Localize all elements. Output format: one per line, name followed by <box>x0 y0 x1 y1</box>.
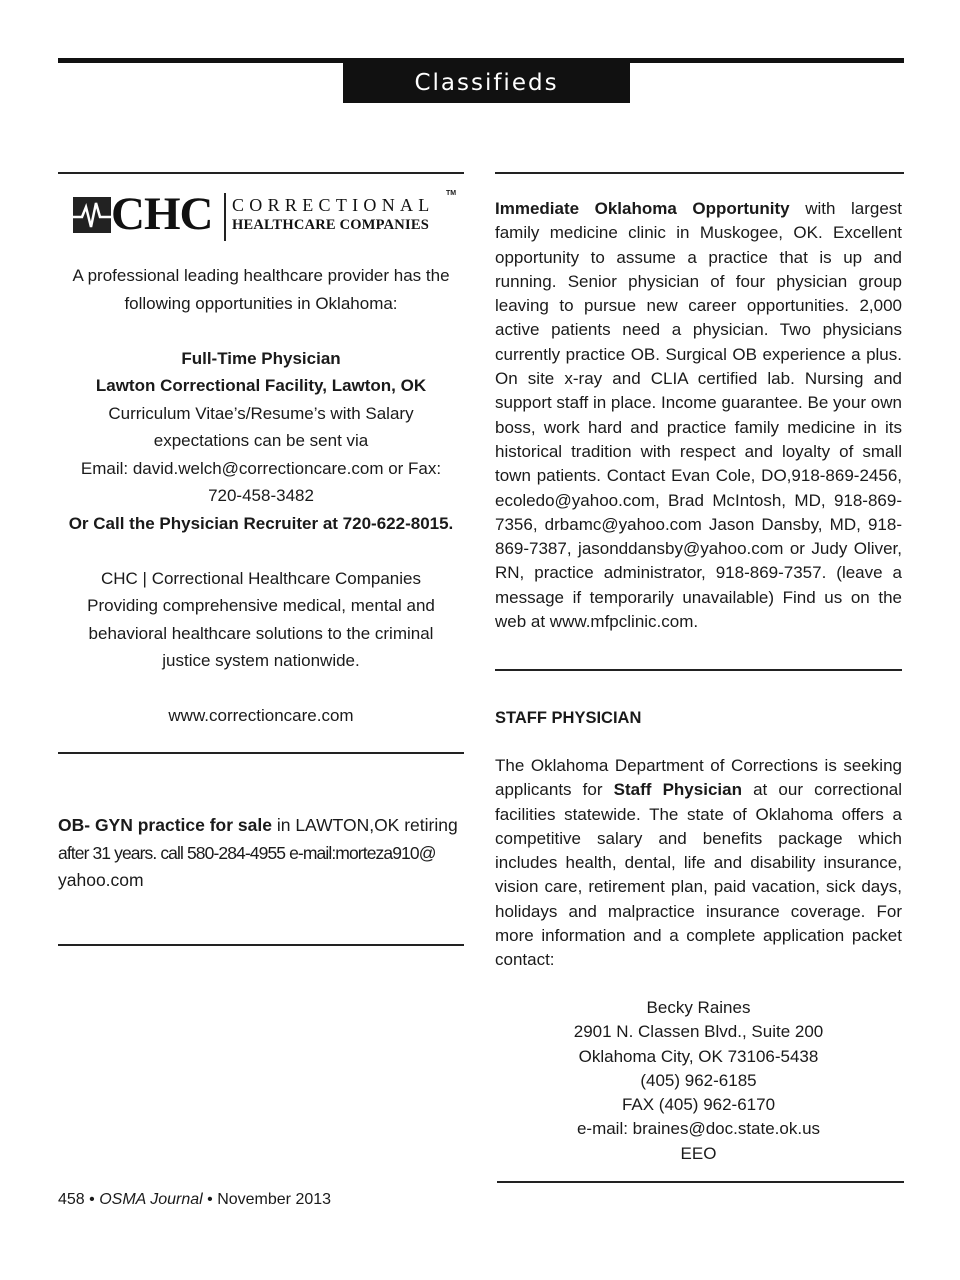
contact-address-line1: 2901 N. Classen Blvd., Suite 200 <box>573 1022 824 1042</box>
immediate-lead: Immediate Oklahoma Opportunity <box>495 199 790 218</box>
staff-contact <box>495 996 902 1166</box>
obgyn-ad <box>58 812 468 895</box>
issue-date: November 2013 <box>217 1191 332 1208</box>
chc-company: CHC | Correctional Healthcare Companies <box>101 568 421 588</box>
left-rule-bottom <box>58 944 464 946</box>
page-footer <box>58 1188 331 1212</box>
right-rule-top <box>495 172 904 174</box>
obgyn-line1: in LAWTON,OK retiring <box>271 815 458 835</box>
chc-intro-line2: following opportunities in Oklahoma: <box>124 293 398 313</box>
chc-ad <box>58 262 464 730</box>
chc-call-line: Or Call the Physician Recruiter at 720-622-8015. <box>68 513 454 533</box>
obgyn-lead: OB- GYN practice for sale <box>58 815 272 835</box>
chc-website: www.correctioncare.com <box>168 706 354 725</box>
chc-email-line: Email: david.welch@correctioncare.com or Fax: <box>80 458 442 478</box>
contact-eeo: EEO <box>680 1143 717 1163</box>
staff-body-bold: Staff Physician <box>613 780 742 800</box>
section-banner: Classifieds <box>343 61 630 103</box>
chc-desc-line1: Providing comprehensive medical, mental and <box>87 596 435 615</box>
staff-body-part2: at our correctional facilities statewide. The state of Oklahoma offers a competitive salary and benefits package which includes health, dental, life and disability insurance, vision care, retirement plan, paid vacation, sick days, holidays and malpractice insurance coverage. For more information and a complete application packet contact: <box>495 780 903 970</box>
contact-address-line2: Oklahoma City, OK 73106-5438 <box>578 1046 819 1066</box>
page-number: 458 <box>58 1191 85 1208</box>
contact-name: Becky Raines <box>646 998 751 1017</box>
contact-fax: FAX (405) 962-6170 <box>621 1095 776 1115</box>
right-rule-bottom <box>497 1181 904 1183</box>
left-rule-mid <box>58 752 464 754</box>
trademark-mark: TM <box>446 190 457 197</box>
journal-name: OSMA Journal <box>99 1191 203 1208</box>
left-rule-top <box>58 172 464 174</box>
staff-physician-body <box>495 754 902 973</box>
footer-bullet-2: • <box>207 1191 213 1208</box>
contact-email: e-mail: braines@doc.state.ok.us <box>576 1119 821 1139</box>
chc-location: Lawton Correctional Facility, Lawton, OK <box>95 376 427 395</box>
staff-physician-title: STAFF PHYSICIAN <box>495 709 642 727</box>
chc-intro-line1: A professional leading healthcare provider has the <box>72 266 450 285</box>
chc-logo <box>73 188 463 243</box>
chc-desc-line3: justice system nationwide. <box>162 651 360 670</box>
chc-cv-line2: expectations can be sent via <box>153 431 369 450</box>
footer-bullet: • <box>89 1191 95 1208</box>
chc-logo-line1: CORRECTIONAL <box>232 195 435 215</box>
chc-logo-line2: HEALTHCARE COMPANIES <box>232 217 429 233</box>
chc-cv-line1: Curriculum Vitae’s/Resume’s with Salary <box>108 403 414 423</box>
chc-position: Full-Time Physician <box>181 348 341 368</box>
obgyn-line3: yahoo.com <box>58 870 144 890</box>
immediate-opportunity-ad <box>495 197 902 634</box>
immediate-body: with largest family medicine clinic in Muskogee, OK. Excellent opportunity to assume a practice that is up and running. Senior physician of four physician group leaving to pursue new career opportunities. 2,000 active patients need a physician. Two physicians currently practice OB. Surgical OB experience a plus. On site x-ray and CLIA certified lab. Nursing and support staff in place. Income guarantee. Be your own boss, work hard and practice family medicine in its historical tradition with respect and loyalty of small town patients. Contact Evan Cole, DO,918-869-2456, ecoledo@yahoo.com, Brad McIntosh, MD, 918-869-7356, drbamc@yahoo.com Jason Dansby, MD, 918-869-7387, jasonddansby@yahoo.com or Judy Oliver, RN, practice administrator, 918-869-7357. (leave a message if temporarily unavailable) Find us on the web at www.mfpclinic.com. <box>495 199 902 632</box>
staff-body-part1: The Oklahoma Department of Corrections is seeking applicants for <box>495 756 902 800</box>
right-rule-mid <box>495 669 902 671</box>
chc-desc-line2: behavioral healthcare solutions to the criminal <box>88 623 434 643</box>
contact-phone: (405) 962-6185 <box>640 1070 757 1090</box>
logo-divider <box>224 193 226 241</box>
heartbeat-icon <box>73 195 111 235</box>
chc-fax: 720-458-3482 <box>208 486 314 505</box>
chc-logo-wordmark: CHC <box>111 188 213 240</box>
obgyn-line2: after 31 years. call 580-284-4955 e-mail:morteza910@ <box>58 842 436 863</box>
